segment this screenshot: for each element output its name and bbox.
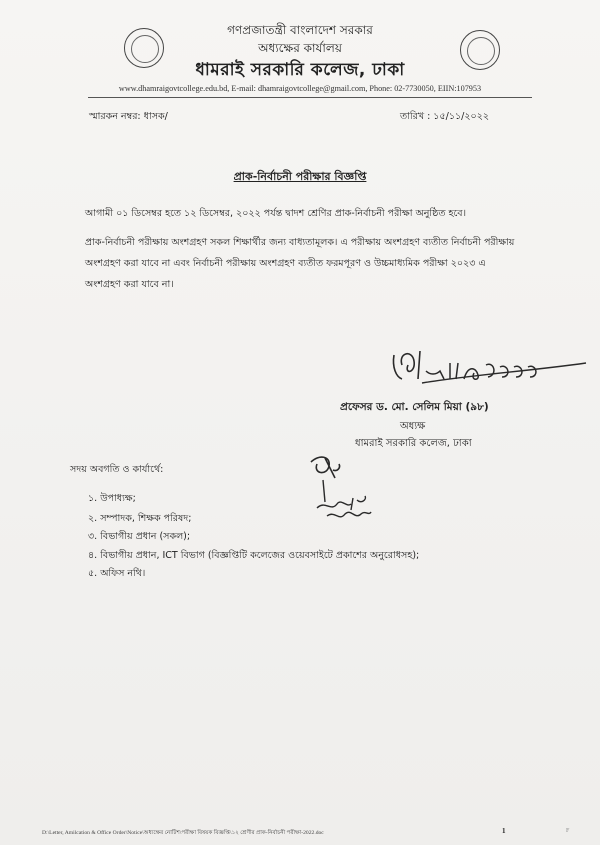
college-name: ধামরাই সরকারি কলেজ, ঢাকা [195,60,405,80]
memo-date: তারিখ : ১৫/১১/২০২২ [400,111,490,122]
signatory-institution: ধামরাই সরকারি কলেজ, ঢাকা [355,438,472,449]
contact-line: www.dhamraigovtcollege.edu.bd, E-mail: dhamraigovtcollege@gmail.com, Phone: 02-7730050, EIIN:107953 [118,84,482,93]
header-divider [88,97,532,98]
distribution-item: ১. উপাধ্যক্ষ; [88,493,136,504]
notice-paragraph-2: প্রাক-নির্বাচনী পরীক্ষায় অংশগ্রহণ সকল শিক্ষার্থীর জন্য বাধ্যতামূলক। এ পরীক্ষায় অংশগ্রহণ ব্যতীত নির্বাচনী পরীক্ষায় অংশগ্রহণ করা যাবে না এবং নির্বাচনী পরীক্ষায় অংশগ্রহণ ব্যতীত ফরমপূরণ ও উচ্চমাধ্যমিক পরীক্ষা ২০২৩ এ অংশগ্রহণ করা যাবে না। [85,237,515,290]
signatory-name: প্রফেসর ড. মো. সেলিম মিয়া (৯৮) [340,401,489,413]
page-number: 1 [502,827,506,835]
distribution-item: ৪. বিভাগীয় প্রধান, ICT বিভাগ (বিজ্ঞপ্তিটি কলেজের ওয়েবসাইটে প্রকাশের অনুরোধসহ); [88,550,420,561]
distribution-item: ২. সম্পাদক, শিক্ষক পরিষদ; [88,513,192,524]
notice-paragraph-1: আগামী ০১ ডিসেম্বর হতে ১২ ডিসেম্বর, ২০২২ পর্যন্ত দ্বাদশ শ্রেণির প্রাক-নির্বাচনী পরীক্ষা অনুষ্ঠিত হবে। [85,208,466,219]
distribution-heading: সদয় অবগতি ও কার্যার্থে: [70,464,164,475]
office-name: অধ্যক্ষের কার্যালয় [258,41,342,55]
notice-title: প্রাক-নির্বাচনী পরীক্ষার বিজ্ঞপ্তি [233,170,367,183]
handwritten-signature [390,345,590,395]
signatory-designation: অধ্যক্ষ [400,421,426,432]
file-path-footer: D:\Letter, Amilcation & Office Order\Notice\অধ্যক্ষের নোটিশ\পরীক্ষা বিষয়ক বিজ্ঞপ্তি\১২ শ্রেণীর প্রাক-নির্বাচনী পরীক্ষা-2022.doc [42,830,324,836]
distribution-item: ৩. বিভাগীয় প্রধান (সকল); [88,531,191,542]
handwritten-initial-date [295,450,385,530]
corner-mark: F [566,828,570,834]
memo-number: স্মারকন নম্বর: ধাসক/ [89,111,168,122]
distribution-item: ৫. অফিস নথি। [88,568,146,579]
government-name: গণপ্রজাতন্ত্রী বাংলাদেশ সরকার [227,23,373,37]
